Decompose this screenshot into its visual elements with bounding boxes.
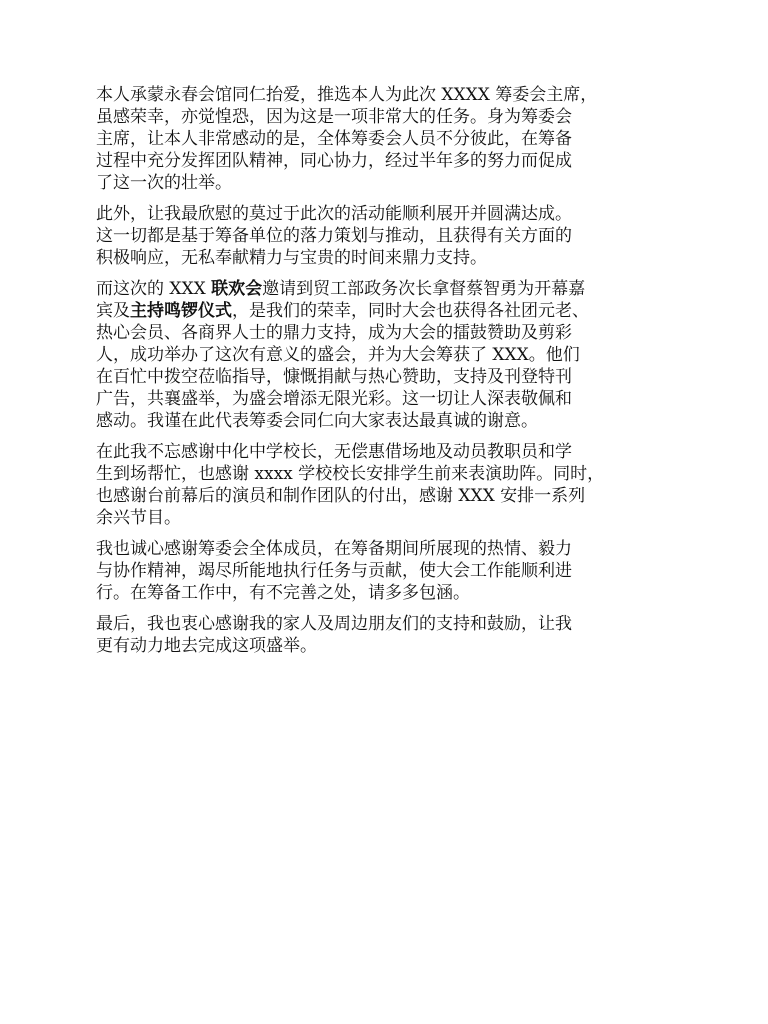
bold-text-run: 主持鸣锣仪式 xyxy=(130,301,232,321)
text-run: 过程中充分发挥团队精神，同心协力，经过半年多的努力而促成 xyxy=(96,151,572,171)
text-run: 在此我不忘感谢中化中学校长，无偿惠借场地及动员教职员和学 xyxy=(96,442,572,462)
text-line xyxy=(96,582,676,604)
text-run: 积极响应，无私奉献精力与宝贵的时间来鼎力支持。 xyxy=(96,248,487,268)
text-run: 行。在筹备工作中，有不完善之处，请多多包涵。 xyxy=(96,583,470,603)
text-run: 这一切都是基于筹备单位的落力策划与推动，且获得有关方面的 xyxy=(96,226,572,246)
text-line xyxy=(96,388,676,410)
text-line xyxy=(96,613,676,635)
text-line xyxy=(96,366,676,388)
paragraph-guests-sponsors xyxy=(96,278,676,432)
document-body xyxy=(96,84,676,666)
text-run: 我也诚心感谢筹委会全体成员，在筹备期间所展现的热情、毅力 xyxy=(96,539,572,559)
text-run: 本人承蒙永春会馆同仁抬爱，推选本人为此次 XXXX 筹委会主席， xyxy=(96,85,598,105)
text-line xyxy=(96,106,676,128)
text-line xyxy=(96,635,676,657)
text-run: 热心会员、各商界人士的鼎力支持，成为大会的擂鼓赞助及剪彩 xyxy=(96,323,572,343)
paragraph-gratitude-organizers xyxy=(96,203,676,269)
text-run: 了这一次的壮举。 xyxy=(96,173,232,193)
paragraph-opening xyxy=(96,84,676,194)
text-run: 邀请到贸工部政务次长拿督蔡智勇为开幕嘉 xyxy=(262,279,586,299)
paragraph-committee-thanks xyxy=(96,538,676,604)
text-run: 而这次的 XXX xyxy=(96,279,212,299)
text-run: 余兴节目。 xyxy=(96,508,181,528)
text-run: 也感谢台前幕后的演员和制作团队的付出，感谢 XXX 安排一系列 xyxy=(96,486,586,506)
text-run: ，是我们的荣幸，同时大会也获得各社团元老、 xyxy=(232,301,589,321)
text-line xyxy=(96,344,676,366)
text-line xyxy=(96,463,676,485)
text-run: 主席，让本人非常感动的是，全体筹委会人员不分彼此，在筹备 xyxy=(96,129,572,149)
text-line xyxy=(96,203,676,225)
text-line xyxy=(96,128,676,150)
text-line xyxy=(96,247,676,269)
text-line xyxy=(96,507,676,529)
text-line xyxy=(96,441,676,463)
text-line xyxy=(96,300,676,322)
text-line xyxy=(96,322,676,344)
text-run: 最后，我也衷心感谢我的家人及周边朋友们的支持和鼓励，让我 xyxy=(96,614,572,634)
text-line xyxy=(96,485,676,507)
text-run: 在百忙中拨空莅临指导，慷慨捐献与热心赞助，支持及刊登特刊 xyxy=(96,367,572,387)
text-run: 生到场帮忙，也感谢 xxxx 学校校长安排学生前来表演助阵。同时， xyxy=(96,464,605,484)
text-line xyxy=(96,560,676,582)
text-run: 此外，让我最欣慰的莫过于此次的活动能顺利展开并圆满达成。 xyxy=(96,204,572,224)
text-run: 虽感荣幸，亦觉惶恐，因为这是一项非常大的任务。身为筹委会 xyxy=(96,107,572,127)
text-run: 人，成功举办了这次有意义的盛会，并为大会筹获了 XXX。他们 xyxy=(96,345,580,365)
text-run: 广告，共襄盛举，为盛会增添无限光彩。这一切让人深表敬佩和 xyxy=(96,389,572,409)
text-run: 更有动力地去完成这项盛举。 xyxy=(96,636,317,656)
text-line xyxy=(96,410,676,432)
text-run: 宾及 xyxy=(96,301,130,321)
text-line xyxy=(96,538,676,560)
text-line xyxy=(96,225,676,247)
text-line xyxy=(96,150,676,172)
text-line xyxy=(96,172,676,194)
text-line xyxy=(96,84,676,106)
text-run: 感动。我谨在此代表筹委会同仁向大家表达最真诚的谢意。 xyxy=(96,411,538,431)
paragraph-closing xyxy=(96,613,676,657)
text-line xyxy=(96,278,676,300)
text-run: 与协作精神，竭尽所能地执行任务与贡献，使大会工作能顺利进 xyxy=(96,561,572,581)
bold-text-run: 联欢会 xyxy=(211,279,263,299)
paragraph-school-thanks xyxy=(96,441,676,529)
